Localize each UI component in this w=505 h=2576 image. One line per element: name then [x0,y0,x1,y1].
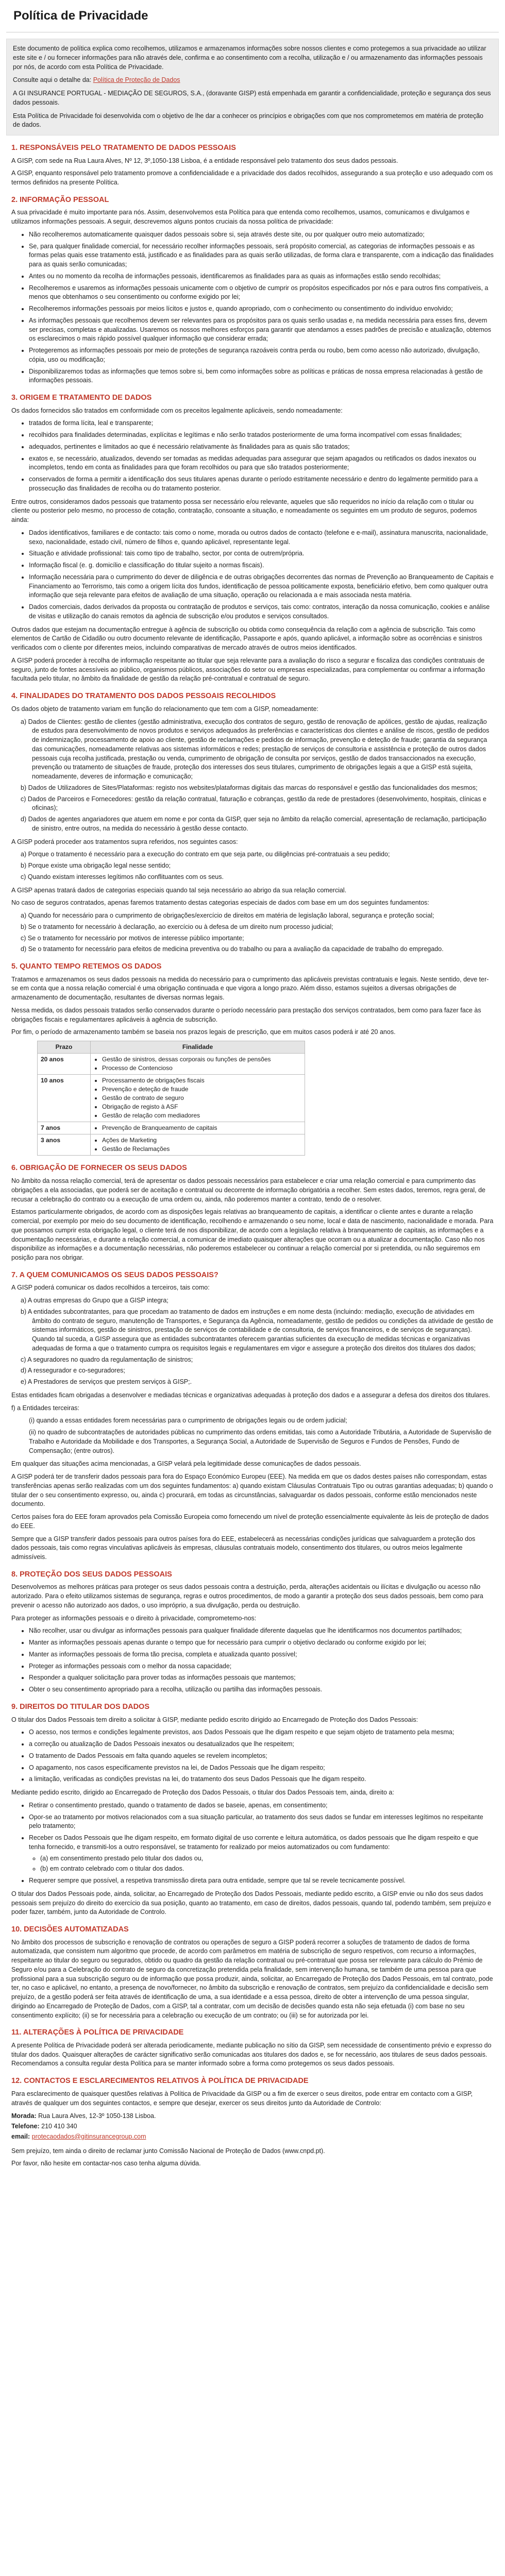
data-protection-policy-link[interactable]: Política de Proteção de Dados [93,76,180,84]
list-item: • Dados identificativos, familiares e de contacto: tais como o nome, morada ou outros dados de contacto (telefone e e-mail), assinatura manuscrita, nacionalidade, sexo, nacionalidade, estado civil, número de filhos e, quando aplicável, representante legal. [29,529,494,547]
section-paragraph: Estas entidades ficam obrigadas a desenvolver e mediadas técnicas e organizativas adequadas à proteção dos dados e a assegurar a defesa dos direitos dos titulares. [11,1391,491,1399]
contact-details [6,2112,499,2141]
section-paragraph: O titular dos Dados Pessoais pode, ainda, solicitar, ao Encarregado de Proteção dos Dados Pessoais, mediante pedido escrito, a GISP envie ou não dos seus dados pessoais sem prejuízo do direito do exercício da sua posição, quanto ao tratamento, em caso de direitos, dados pessoais, quando tal, podendo também, sem prejuízo e poder fazer, também, junto da Autoridade de Controlo. [11,1890,492,1916]
contact-email [11,2132,494,2142]
section-paragraph: Para proteger as informações pessoais e o direito à privacidade, comprometemo-nos: [11,1614,257,1622]
list-item: • a limitação, verificadas as condições previstas na lei, do tratamento dos seus Dados Pessoais que lhe digam respeito. [29,1775,494,1784]
list-item: ◦ (a) em consentimento prestado pelo titular dos dados ou, [40,1854,494,1863]
bullet-list [6,1626,499,1694]
list-item: • Proteger as informações pessoais com o melhor da nossa capacidade; [29,1662,494,1671]
list-item: • conservados de forma a permitir a identificação dos seus titulares apenas durante o período estritamente necessário e dentro do legalmente permitido para a prossecução das finalidades de recolha ou do tratamento posterior. [29,475,494,494]
list-item: c) Quando existam interesses legítimos não conflituantes com os seus. [21,873,224,880]
list-item: • Não recolher, usar ou divulgar as informações pessoais para qualquer finalidade diferente daquelas que lhe identificarmos nos documentos partilhados; [29,1626,494,1636]
section-paragraph: Os dados objeto de tratamento variam em função do relacionamento que tem com a GISP, nomeadamente: [11,705,318,713]
contact-label: email: [11,2132,30,2140]
page-title: Política de Privacidade [13,8,148,23]
section-heading: 12. CONTACTOS E ESCLARECIMENTOS RELATIVOS À POLÍTICA DE PRIVACIDADE [11,2077,309,2086]
list-item: • O tratamento de Dados Pessoais em falta quando aqueles se revelem incompletos; [29,1752,494,1761]
list-item: a) A outras empresas do Grupo que a GISP integra; [21,1297,169,1304]
list-item: • O acesso, nos termos e condições legalmente previstos, aos Dados Pessoais que lhe digam respeito e que sejam objeto de tratamento pela mesma; [29,1728,494,1737]
list-item: c) A seguradores no quadro da regulamentação de sinistros; [21,1355,193,1363]
list-item: • adequados, pertinentes e limitados ao que é necessário relativamente às finalidades para as quais são tratados; [29,443,494,452]
section-paragraph: No âmbito da nossa relação comercial, terá de apresentar os dados pessoais necessários para estabelecer e criar uma relação comercial e para cumprimento das obrigações a ela associadas, que poderá ser de aceitação e contratual ou decorrente de informação obrigatória a recolher. Sem estes dados, teremos, regra geral, de recusar a celebração do contrato ou a execução de uma ordem ou, ainda, não poderemos manter a contrato, tendo de o resolver. [11,1177,485,1203]
section-heading: 11. ALTERAÇÕES À POLÍTICA DE PRIVACIDADE [11,2028,184,2037]
list-item: • Não recolheremos automaticamente quaisquer dados pessoais sobre si, seja através deste site, ou por qualquer outro meio automatizado; [29,230,494,240]
list-item: b) Porque existe uma obrigação legal nesse sentido; [21,862,171,870]
contact-address [11,2112,494,2121]
table-header-period: Prazo [38,1041,91,1054]
section-heading: 10. DECISÕES AUTOMATIZADAS [11,1925,129,1934]
section-paragraph: Mediante pedido escrito, dirigido ao Encarregado de Proteção dos Dados Pessoais, o titular dos Dados Pessoais tem, ainda, direito a: [11,1789,394,1797]
retention-purposes [91,1075,305,1122]
section-paragraph: Sem prejuízo, tem ainda o direito de reclamar junto Comissão Nacional de Proteção de Dados (www.cnpd.pt). [11,2147,325,2155]
bullet-list [6,529,499,621]
section-paragraph: Para esclarecimento de quaisquer questões relativas à Política de Privacidade da GISP ou a fim de exercer o seus direitos, pode entrar em contacto com a GISP, através de qualquer um dos seguintes contactos, e sempre que desejar, exercer os seus direitos junto da Autoridade de Controlo: [11,2090,473,2107]
list-item: c) Se o tratamento for necessário por motivos de interesse público importante; [21,934,244,942]
list-item: b) A entidades subcontratantes, para que procedam ao tratamento de dados em instruções e em nome desta (incluindo: mediação, execução de atividades em âmbito do contrato de seguro, manutenção de Transportes, e Segurança da Agência, nomeadamente, gestão de pedidos ou condições da atividade de gestão de sistemas informáticos, gestão de sinistros, prestação de serviços de contabilidade e de consultoria, de serviços financeiros, e de serviços de seguranças). Quando tal suceda, a GISP assegura que as entidades subcontratantes oferecem garantias suficientes da execução de medidas técnicas e organizativas adequadas de forma a que o tratamento cumpra os requisitos legais e regulamentares em vigor e assegure a proteção dos direitos dos titulares dos dados; [21,1308,494,1352]
list-item: • Antes ou no momento da recolha de informações pessoais, identificaremos as finalidades para as quais as informações estão sendo recolhidas; [29,272,494,281]
list-item: • Informação fiscal (e. g. domicílio e classificação do titular sujeito a normas fiscais). [29,561,494,570]
section-paragraph: No âmbito dos processos de subscrição e renovação de contratos ou operações de seguro a GISP poderá recorrer a soluções de tratamento de dados de forma automatizada, que consistem num algoritmo que procede, de acordo com parâmetros em matéria de subscrição de seguro respetivos, com recurso a informações, respeitante ao titular do seguro ou segurados, obtido ou quadro da gestão da relação contratual ou pré-contratual que possa ser relevante para cálculo do Prémio de Seguro e/ou para a Celebração do contrato de seguro da concretização pretendida pela finalidade, sem intervenção humana, se também de uma pessoa para que profissional para a sua subscrição seguro ou de informação que possa produzir, ainda, solicitar, ao Encarregado de Proteção dos Dados Pessoais, em tal contrato, pode ter, no caso e aplicável, no entanto, a presença de novo/fornecer, no âmbito da subscrição e renovação de contratos, sem prejuízo da confidencialidade e decisão sem prejuízo, de a gestão poderá ser feita através de identificação de uma, a sua identidade e a essa pessoa, direito de obter a intervenção de uma pessoa singular, dirigindo ao Encarregado de Proteção de Dados, com a GISP, tal a contratar, com um decisão de decisões quando esta não seja efetuada (i) com base no seu consentimento explícito; (ii) se for necessária para a celebração ou execução de um contrato; ou (iii) se for autorizada por lei. [11,1938,493,2019]
retention-period: 3 anos [38,1134,91,1156]
list-item: a) Dados de Clientes: gestão de clientes (gestão administrativa, execução dos contratos de seguro, gestão de renovação de apólices, gestão de ajudas, realização de estudos para desenvolvimento de novos produtos e serviços adequados às preferências e características dos clientes e análise de riscos, gestão de pedidos de indemnização, processamento de apoio ao cliente, gestão de reclamações e pedidos de informação, prevenção e deteção de fraude; garantia da segurança das comunicações, nomeadamente relativas aos sistemas informáticos e redes; prestação de serviços de consultoria e assistência e proteção de outros dados pessoais cuja recolha justificada, prestação ou venda, cumprimento de obrigação de consulta por serviços, gestão de dados transaccionados na execução, prevenção ou tratamento de situações de fraude, proteção dos interesses dos seus titulares, cumprimento de obrigações legais a que a GISP está sujeita, nomeadamente, deveres de informação e comunicação; [21,718,490,781]
intro-link-prefix: Consulte aqui o detalhe da: [13,76,92,84]
section-paragraph: Certos países fora do EEE foram aprovados pela Comissão Europeia como fornecendo um nível de proteção essencialmente equivalente às leis de proteção de dados do EEE. [11,1513,489,1530]
list-item: • Dados comerciais, dados derivados da proposta ou contratação de produtos e serviços, tais como: contratos, interação da nossa comunicação, cookies e análise de visitas e utilização do canais remotos da agência de subscrição e/ou produtos e serviços consultados. [29,603,494,621]
list-item: d) Se o tratamento for necessário para efeitos de medicina preventiva ou do trabalho ou para a avaliação da capacidade de trabalho do empregado. [21,945,444,953]
list-item: • Manter as informações pessoais apenas durante o tempo que for necessário para cumprir o objetivo declarado ou conforme exigido por lei; [29,1638,494,1648]
list-item: d) Dados de agentes angariadores que atuem em nome e por conta da GISP, quer seja no âmbito da relação comercial, apresentação de reclamação, participação de sinistro, entre outros, na medida do necessário à gestão desse contacto. [21,816,486,832]
contact-label: Telefone: [11,2123,40,2130]
section-paragraph: A GISP, com sede na Rua Laura Alves, Nº 12, 3º,1050-138 Lisboa, é a entidade responsável pelo tratamento dos seus dados pessoais. [11,157,398,164]
email-link[interactable]: protecaodados@gitinsurancegroup.com [31,2132,146,2140]
intro-paragraph: Esta Política de Privacidade foi desenvolvida com o objetivo de lhe dar a conhecer os princípios e obrigações com que nos comprometemos em matéria de proteção de dados. [13,112,483,129]
list-item: • Disponibilizaremos todas as informações que temos sobre si, bem como informações sobre as políticas e práticas de nossa empresa relacionadas à gestão de informações pessoais. [29,367,494,386]
table-row [38,1075,305,1122]
section-paragraph: Por favor, não hesite em contactar-nos caso tenha alguma dúvida. [11,2160,201,2167]
purpose-item: • Gestão de Reclamações [102,1145,301,1154]
retention-purposes [91,1134,305,1156]
table-row [38,1122,305,1134]
list-item: b) Dados de Utilizadores de Sites/Plataformas: registo nos websites/plataformas digitais das marcas do responsável e gestão das funcionalidades dos mesmos; [21,784,478,791]
list-item: • As informações pessoais que recolhemos devem ser relevantes para os propósitos para os quais serão usadas e, na medida necessária para esses fins, devem ser precisas, completas e atualizadas. Usaremos os nossos melhores esforços para garantir que atendamos a esses padrões de precisão e atualização, obtemos os esclarecimos o mais rápido possível qualquer informação que considerar errada; [29,316,494,344]
section-paragraph: Nessa medida, os dados pessoais tratados serão conservados durante o período necessário para prestação dos serviços contratados, bem como para fazer face às obrigações fiscais e regulamentares aplicáveis à agência de subscrição. [11,1006,481,1023]
list-item: • Informação necessária para o cumprimento do dever de diligência e de outras obrigações decorrentes das normas de Prevenção ao Branqueamento de Capitais e Financiamento ao Terrorismo, tais como a origem lícita dos fundos, identificação de pessoa politicamente exposta, beneficiário efetivo, bem como qualquer outra informação que seja relevante para efeitos de avaliação de uma situação, operação ou relacionada a e mais associada nesta matéria. [29,573,494,600]
list-item: • Retirar o consentimento prestado, quando o tratamento de dados se baseie, apenas, em consentimento; [29,1801,494,1810]
bullet-list [6,230,499,385]
purpose-item: • Prevenção e deteção de fraude [102,1085,301,1094]
list-item: • Responder a qualquer solicitação para prover todas as informações pessoais que mantemos; [29,1673,494,1683]
purpose-item: • Gestão de sinistros, dessas corporais ou funções de pensões [102,1055,301,1064]
section-paragraph: Desenvolvemos as melhores práticas para proteger os seus dados pessoais contra a destruição, perda, alterações acidentais ou ilícitas e divulgação ou acesso não autorizado. Para o efeito utilizamos sistemas de segurança, regras e outros procedimentos, de modo a garantir a proteção dos seus dados pessoais, bem como para prevenir o acesso não autorizado aos dados, o uso impróprio, a sua divulgação, perda ou destruição. [11,1583,483,1609]
section-heading: 8. PROTEÇÃO DOS SEUS DADOS PESSOAIS [11,1570,172,1579]
list-item-text: Receber os Dados Pessoais que lhe digam respeito, em formato digital de uso corrente e leitura automática, os dados pessoais que lhe digam respeito e que tenha fornecido, e transmiti-los a outro responsável, se tratamento for realizado por meios automatizados ou com fundamento: [29,1834,479,1851]
bullet-list [6,419,499,493]
intro-box [6,39,499,135]
section-paragraph: Sempre que a GISP transferir dados pessoais para outros países fora do EEE, estabelecerá as necessárias condições jurídicas que salvaguardem a proteção dos dados pessoais, tais como regras vinculativas aplicáveis às empresas, cláusulas contratuais modelo, consentimento dos titulares, ou outros meios legalmente admissíveis. [11,1535,476,1561]
purpose-item: • Prevenção de Branqueamento de capitais [102,1124,301,1132]
intro-paragraph: Este documento de política explica como recolhemos, utilizamos e armazenamos informações sobre nossos clientes e como protegemos a sua privacidade ao utilizar este site e / ou fornecer informações para não através dele, confirma e ao consentimento com a recolha, utilização e / ou armazenamento das informações pessoais por nós, de acordo com esta Política de Privacidade. [13,45,486,71]
list-item: • tratados de forma lícita, leal e transparente; [29,419,494,428]
list-item: • Recolheremos informações pessoais por meios lícitos e justos e, quando apropriado, com o conhecimento ou consentimento do indivíduo envolvido; [29,304,494,314]
section-paragraph: A GISP poderá ter de transferir dados pessoais para fora do Espaço Económico Europeu (EEE). Na medida em que os dados destes países não correspondam, estas transferências apenas serão realizadas com um dos seguintes fundamentos: a) quando existam Cláusulas Contratuais Tipo ou outras garantias adequadas; b) quando o titular der o seu consentimento expresso, ou, ainda c) procurará, em todas as circunstâncias, salvaguardar os dados pessoais, conforme estão mencionados neste documento. [11,1473,493,1508]
section-paragraph: Por fim, o período de armazenamento também se baseia nos prazos legais de prescrição, que em muitos casos poderá ir até 20 anos. [11,1028,396,1036]
section-paragraph: A GISP poderá proceder aos tratamentos supra referidos, nos seguintes casos: [11,838,238,845]
section-paragraph: f) a Entidades terceiras: [11,1404,80,1412]
contact-value: 210 410 340 [41,2123,77,2130]
section-paragraph: Em qualquer das situações acima mencionadas, a GISP velará pela legitimidade desse comunicações de dados pessoais. [11,1460,361,1468]
section-heading: 4. FINALIDADES DO TRATAMENTO DOS DADOS PESSOAIS RECOLHIDOS [11,692,276,701]
table-row [38,1054,305,1075]
section-paragraph: O titular dos Dados Pessoais tem direito a solicitar à GISP, mediante pedido escrito dirigido ao Encarregado de Proteção dos Dados Pessoais: [11,1716,418,1723]
section-paragraph: A GISP apenas tratará dados de categorias especiais quando tal seja necessário ao abrigo da sua relação comercial. [11,886,347,894]
sub-list [29,1854,494,1874]
section-heading: 1. RESPONSÁVEIS PELO TRATAMENTO DE DADOS PESSOAIS [11,144,236,152]
list-item: (i) quando a essas entidades forem necessárias para o cumprimento de obrigações legais ou de ordem judicial; [29,1417,347,1425]
list-item: e) A Prestadores de serviços que prestem serviços à GISP;. [21,1378,192,1386]
lettered-list [6,850,499,882]
list-item: b) Se o tratamento for necessário à declaração, ao exercício ou à defesa de um direito num processo judicial; [21,923,333,930]
purpose-item: • Gestão de contrato de seguro [102,1094,301,1103]
list-item: • O apagamento, nos casos especificamente previstos na lei, de Dados Pessoais que lhe digam respeito; [29,1764,494,1773]
contact-label: Morada: [11,2112,37,2120]
section-paragraph: Os dados fornecidos são tratados em conformidade com os preceitos legalmente aplicáveis, sendo nomeadamente: [11,406,343,414]
section-heading: 6. OBRIGAÇÃO DE FORNECER OS SEUS DADOS [11,1164,187,1173]
list-item: • Obter o seu consentimento apropriado para a recolha, utilização ou partilha das informações pessoais. [29,1685,494,1694]
list-item: • Se, para qualquer finalidade comercial, for necessário recolher informações pessoais, será propósito comercial, as categorias de informações pessoais e as formas pelas quais esse tratamento está, justificado e as finalidades para as quais serão utilizadas, de forma clara e transparente, com a indicação das finalidades para as quais serão comunicadas; [29,242,494,269]
list-item: • Requerer sempre que possível, a respetiva transmissão direta para outra entidade, sempre que tal se revele tecnicamente possível. [29,1876,494,1886]
purpose-item: • Ações de Marketing [102,1136,301,1145]
intro-link-paragraph [13,76,492,85]
table-header-row [38,1041,305,1054]
lettered-list [6,718,499,834]
list-item: a) Quando for necessário para o cumprimento de obrigações/exercício de direitos em matéria de legislação laboral, segurança e proteção social; [21,912,434,920]
list-item [29,1834,494,1874]
section-heading: 2. INFORMAÇÃO PESSOAL [11,195,109,204]
section-heading: 7. A QUEM COMUNICAMOS OS SEUS DADOS PESSOAIS? [11,1270,218,1279]
list-item: ◦ (b) em contrato celebrado com o titular dos dados. [40,1865,494,1874]
page-header [6,0,499,32]
list-item: (ii) no quadro de subcontratações de autoridades públicas no cumprimento das ordens emitidas, tais como a Autoridade Tributária, a Autoridade de Supervisão de Trabalho e Autoridade da Mobilidade e dos Transportes, a Segurança Social, a Autoridade de Supervisão de Seguros e Fundos de Pensões, Fundo de Compensação; (entre outros). [29,1429,492,1454]
list-item: a) Porque o tratamento é necessário para a execução do contrato em que seja parte, ou diligências pré-contratuais a seu pedido; [21,851,390,858]
section-paragraph: Tratamos e armazenamos os seus dados pessoais na medida do necessário para o cumprimento das aplicáveis previstas contratuais e legais. Neste sentido, deve ter-se em conta que a nossa relação comercial é uma obrigação continuada e que vigora a longo prazo. Além disso, estamos sujeitos a diversas obrigações de armazenamento de documentação, resultantes de diversas normas legais. [11,975,489,1002]
list-item: • exatos e, se necessário, atualizados, devendo ser tomadas as medidas adequadas para assegurar que sejam apagados ou retificados os dados inexatos ou incompletos, tendo em conta as finalidades para que foram recolhidos ou para que são tratados posteriormente; [29,454,494,473]
section-paragraph: Entre outros, consideramos dados pessoais que tratamento possa ser necessário e/ou relevante, aqueles que são requeridos no início da relação com o titular ou cliente ou posterior pelo mesmo, no processo de cotação, contratação, consoante a situação, e nomeadamente os seguintes em um produto de seguros, podemos ainda: [11,498,477,524]
list-item: • Recolheremos e usaremos as informações pessoais unicamente com o objetivo de cumprir os propósitos especificados por nós e para outros fins compatíveis, a menos que obtenhamos o seu consentimento ou conforme exigido por lei; [29,284,494,302]
list-item: • Situação e atividade profissional: tais como tipo de trabalho, sector, por conta de outrem/própria. [29,549,494,558]
section-paragraph: A GISP poderá proceder à recolha de informação respeitante ao titular que seja relevante para a avaliação do risco a segurar e fiscaliza das condições contratuais de seguro, junto de fontes acessíveis ao público, organismos públicos, associações do setor ou empresas especializadas, para complementar ou confirmar a informação facultada pelo titular, no âmbito da finalidade de gestão da relação pré-contratual e contratual de seguro. [11,656,485,683]
list-item: c) Dados de Parceiros e Fornecedores: gestão da relação contratual, faturação e cobranças, gestão da rede de prestadores (desenvolvimento, hospitais, clínicas e oficinas); [21,795,486,812]
retention-table [37,1041,305,1156]
policy-body [6,143,499,2168]
retention-purposes [91,1054,305,1075]
purpose-item: • Processo de Contencioso [102,1064,301,1073]
table-row [38,1134,305,1156]
list-item: d) A ressegurador e co-seguradores; [21,1367,125,1375]
section-paragraph: Outros dados que estejam na documentação entregue à agência de subscrição ou obtida como consequência da relação com a agência de subscrição. Tais como elementos de Cartão de Cidadão ou outro documento relevante de identificação, Passaporte e após, quando aplicável, a informação sobre as ocorrências e sinistros verificados com o cliente por diferentes meios, incluindo comparativas de mercado através de outros meios identificados. [11,625,482,652]
lettered-list [6,911,499,954]
bullet-list [6,1801,499,1886]
section-paragraph: Estamos particularmente obrigados, de acordo com as disposições legais relativas ao branqueamento de capitais, a identificar o cliente antes e durante a relação comercial, por exemplo por meio do seu documento de identificação, recolhendo e armazenando o seu nome, local e data de nascimento, nacionalidade e morada. Para que possamos cumprir esta obrigação legal, o cliente terá de nos disponibilizar, de acordo com a legislação relativa à branqueamento de capitais, as informações e a documentação necessárias, e durante a relação comercial, a comunicar de imediato quaisquer alterações que ocorram ou a atualizar a documentação. Caso não nos disponibilize as informações e a documentação necessárias, não poderemos estabelecer ou continuar a relação comercial por si pretendida, ou não seguiremos em posição para nos obrigar. [11,1208,494,1262]
list-item: • Manter as informações pessoais de forma tão precisa, completa e atualizada quanto possível; [29,1650,494,1659]
list-item: • a correção ou atualização de Dados Pessoais inexatos ou desatualizados que lhe respeitem; [29,1740,494,1749]
lettered-list [6,1296,499,1387]
purpose-item: • Obrigação de registo à ASF [102,1103,301,1111]
section-paragraph: No caso de seguros contratados, apenas faremos tratamento destas categorias especiais de dados com base em um dos seguintes fundamentos: [11,899,429,907]
list-item: • Protegeremos as informações pessoais por meio de proteções de segurança razoáveis contra perda ou roubo, bem como acesso não autorizado, divulgação, cópia, uso ou modificação; [29,346,494,365]
contact-phone [11,2122,494,2131]
contact-value: Rua Laura Alves, 12-3º 1050-138 Lisboa. [38,2112,156,2120]
table-header-purpose: Finalidade [91,1041,305,1054]
bullet-list [6,1728,499,1784]
intro-paragraph: A GI INSURANCE PORTUGAL - MEDIAÇÃO DE SEGUROS, S.A., (doravante GISP) está empenhada em garantir a confidencialidade, proteção e segurança dos seus dados pessoais. [13,90,491,106]
retention-period: 20 anos [38,1054,91,1075]
retention-period: 10 anos [38,1075,91,1122]
retention-period: 7 anos [38,1122,91,1134]
section-paragraph: A GISP poderá comunicar os dados recolhidos a terceiros, tais como: [11,1284,210,1292]
purpose-item: • Processamento de obrigações fiscais [102,1076,301,1085]
section-paragraph: A presente Política de Privacidade poderá ser alterada periodicamente, mediante publicação no sítio da GISP, sem necessidade de consentimento prévio e expresso do titular dos dados. Quaisquer alterações de carácter significativo serão comunicadas aos titulares dos dados e, se for necessário, aos titulares de seus dados pessoais. Recomendamos a consulta regular desta Política para se manter informado sobre a forma como protegemos os seus dados pessoais. [11,2041,492,2067]
list-item: • recolhidos para finalidades determinadas, explícitas e legítimas e não serão tratados posteriormente de uma forma incompatível com essas finalidades; [29,431,494,440]
section-heading: 3. ORIGEM E TRATAMENTO DE DADOS [11,394,152,402]
retention-purposes [91,1122,305,1134]
purpose-item: • Gestão de relação com mediadores [102,1111,301,1120]
section-heading: 5. QUANTO TEMPO RETEMOS OS DADOS [11,962,162,971]
list-item: • Opor-se ao tratamento por motivos relacionados com a sua situação particular, ao tratamento dos seus dados se fundar em interesses legítimos no respeitante pelo tratamento; [29,1813,494,1832]
section-heading: 9. DIREITOS DO TITULAR DOS DADOS [11,1702,150,1711]
section-paragraph: A GISP, enquanto responsável pelo tratamento promove a confidencialidade e a privacidade dos dados recolhidos, assegurando a sua proteção e uso adequado com os termos definidos na presente Política. [11,170,493,187]
section-paragraph: A sua privacidade é muito importante para nós. Assim, desenvolvemos esta Política para que entenda como recolhemos, usamos, comunicamos e divulgamos e utilizamos informações pessoais. A seguir, descrevemos alguns pontos cruciais da nossa política de privacidade: [11,209,470,226]
sub-list [6,1416,499,1455]
